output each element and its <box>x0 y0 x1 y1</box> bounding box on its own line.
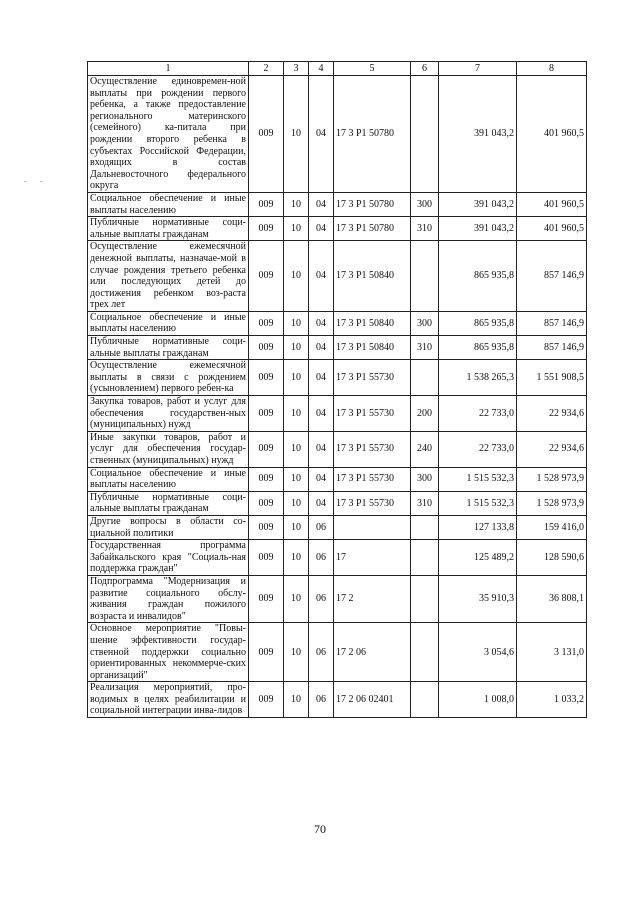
cell-subsection: 06 <box>309 515 334 539</box>
cell-amount-year2: 1 033,2 <box>517 682 587 718</box>
row-name: Публичные нормативные соци-альные выплаты гражданам <box>88 217 249 241</box>
cell-subsection: 04 <box>309 76 334 193</box>
cell-amount-year2: 1 528 973,9 <box>517 467 587 491</box>
cell-section: 10 <box>284 682 309 718</box>
row-name: Реализация мероприятий, про-водимых в целях реабилитации и социальной интеграции инва-лидов <box>88 682 249 718</box>
cell-amount-year1: 3 054,6 <box>439 623 517 682</box>
column-header: 2 <box>249 62 284 76</box>
cell-amount-year2: 3 131,0 <box>517 623 587 682</box>
cell-expense-type <box>411 515 439 539</box>
cell-ministry-code: 009 <box>249 192 284 216</box>
cell-amount-year1: 391 043,2 <box>439 76 517 193</box>
cell-target-article: 17 3 P1 55730 <box>334 467 411 491</box>
table-row <box>88 311 587 335</box>
table-row <box>88 431 587 467</box>
cell-section: 10 <box>284 396 309 432</box>
table-row <box>88 467 587 491</box>
cell-amount-year2: 857 146,9 <box>517 336 587 360</box>
cell-amount-year1: 1 515 532,3 <box>439 467 517 491</box>
cell-amount-year1: 22 733,0 <box>439 431 517 467</box>
row-name: Основное мероприятие "Повы-шение эффективности государ-ственной поддержки социально ориентированных некоммерче-ских организаций" <box>88 623 249 682</box>
cell-expense-type: 240 <box>411 431 439 467</box>
cell-subsection: 04 <box>309 217 334 241</box>
cell-ministry-code: 009 <box>249 515 284 539</box>
cell-ministry-code: 009 <box>249 76 284 193</box>
table-row <box>88 623 587 682</box>
cell-section: 10 <box>284 515 309 539</box>
cell-ministry-code: 009 <box>249 241 284 312</box>
cell-expense-type <box>411 623 439 682</box>
cell-amount-year1: 1 515 532,3 <box>439 491 517 515</box>
cell-amount-year1: 125 489,2 <box>439 540 517 576</box>
cell-expense-type <box>411 360 439 396</box>
cell-section: 10 <box>284 491 309 515</box>
cell-section: 10 <box>284 241 309 312</box>
cell-expense-type: 310 <box>411 491 439 515</box>
cell-expense-type: 200 <box>411 396 439 432</box>
cell-ministry-code: 009 <box>249 682 284 718</box>
table-row <box>88 360 587 396</box>
cell-subsection: 06 <box>309 575 334 622</box>
cell-ministry-code: 009 <box>249 491 284 515</box>
cell-amount-year1: 391 043,2 <box>439 192 517 216</box>
cell-amount-year2: 22 934,6 <box>517 396 587 432</box>
row-name: Иные закупки товаров, работ и услуг для обеспечения государ-ственных (муниципальных) нужд <box>88 431 249 467</box>
row-name: Публичные нормативные соци-альные выплаты гражданам <box>88 491 249 515</box>
cell-expense-type <box>411 575 439 622</box>
row-name: Закупка товаров, работ и услуг для обеспечения государствен-ных (муниципальных) нужд <box>88 396 249 432</box>
cell-amount-year2: 22 934,6 <box>517 431 587 467</box>
cell-section: 10 <box>284 192 309 216</box>
column-header: 3 <box>284 62 309 76</box>
table-row <box>88 515 587 539</box>
cell-target-article: 17 3 P1 55730 <box>334 396 411 432</box>
cell-target-article: 17 2 <box>334 575 411 622</box>
cell-target-article: 17 3 P1 50840 <box>334 336 411 360</box>
row-name: Другие вопросы в области со-циальной политики <box>88 515 249 539</box>
cell-amount-year2: 1 528 973,9 <box>517 491 587 515</box>
table-row <box>88 217 587 241</box>
cell-amount-year1: 865 935,8 <box>439 311 517 335</box>
cell-section: 10 <box>284 540 309 576</box>
scan-speck <box>24 181 26 182</box>
cell-amount-year2: 857 146,9 <box>517 311 587 335</box>
cell-target-article: 17 3 P1 55730 <box>334 431 411 467</box>
column-header: 7 <box>439 62 517 76</box>
table-row <box>88 575 587 622</box>
cell-subsection: 06 <box>309 682 334 718</box>
budget-table <box>87 61 587 718</box>
cell-target-article: 17 3 P1 50780 <box>334 217 411 241</box>
cell-subsection: 04 <box>309 431 334 467</box>
cell-amount-year2: 128 590,6 <box>517 540 587 576</box>
cell-amount-year2: 857 146,9 <box>517 241 587 312</box>
cell-amount-year1: 865 935,8 <box>439 241 517 312</box>
cell-section: 10 <box>284 467 309 491</box>
cell-amount-year1: 22 733,0 <box>439 396 517 432</box>
cell-expense-type <box>411 682 439 718</box>
cell-amount-year1: 865 935,8 <box>439 336 517 360</box>
cell-amount-year1: 391 043,2 <box>439 217 517 241</box>
cell-section: 10 <box>284 311 309 335</box>
cell-subsection: 04 <box>309 192 334 216</box>
cell-target-article: 17 3 P1 50780 <box>334 192 411 216</box>
cell-expense-type <box>411 540 439 576</box>
cell-ministry-code: 009 <box>249 575 284 622</box>
cell-ministry-code: 009 <box>249 336 284 360</box>
table-row <box>88 76 587 193</box>
row-name: Осуществление ежемесячной выплаты в связи с рождением (усыновлением) первого ребен-ка <box>88 360 249 396</box>
cell-ministry-code: 009 <box>249 360 284 396</box>
cell-subsection: 06 <box>309 623 334 682</box>
cell-target-article: 17 3 P1 55730 <box>334 491 411 515</box>
cell-expense-type: 310 <box>411 217 439 241</box>
cell-target-article: 17 2 06 02401 <box>334 682 411 718</box>
cell-section: 10 <box>284 623 309 682</box>
cell-amount-year2: 36 808,1 <box>517 575 587 622</box>
cell-subsection: 04 <box>309 241 334 312</box>
cell-target-article <box>334 515 411 539</box>
scan-speck <box>40 181 42 182</box>
cell-amount-year1: 1 538 265,3 <box>439 360 517 396</box>
cell-target-article: 17 3 P1 50840 <box>334 241 411 312</box>
cell-section: 10 <box>284 431 309 467</box>
cell-subsection: 04 <box>309 491 334 515</box>
cell-ministry-code: 009 <box>249 311 284 335</box>
cell-amount-year2: 159 416,0 <box>517 515 587 539</box>
row-name: Социальное обеспечение и иные выплаты населению <box>88 311 249 335</box>
row-name: Осуществление ежемесячной денежной выплаты, назначае-мой в случае рождения третьего ребенка или последующих детей до достижения ребенком воз-раста трех лет <box>88 241 249 312</box>
table-header-row <box>88 62 587 76</box>
cell-ministry-code: 009 <box>249 540 284 576</box>
cell-amount-year1: 127 133,8 <box>439 515 517 539</box>
cell-ministry-code: 009 <box>249 623 284 682</box>
cell-ministry-code: 009 <box>249 396 284 432</box>
cell-section: 10 <box>284 336 309 360</box>
table-row <box>88 540 587 576</box>
cell-ministry-code: 009 <box>249 431 284 467</box>
cell-target-article: 17 <box>334 540 411 576</box>
cell-subsection: 04 <box>309 396 334 432</box>
column-header: 5 <box>334 62 411 76</box>
row-name: Публичные нормативные соци-альные выплаты гражданам <box>88 336 249 360</box>
cell-target-article: 17 3 P1 50840 <box>334 311 411 335</box>
row-name: Государственная программа Забайкальского края "Социаль-ная поддержка граждан" <box>88 540 249 576</box>
column-header: 8 <box>517 62 587 76</box>
cell-section: 10 <box>284 76 309 193</box>
cell-ministry-code: 009 <box>249 467 284 491</box>
cell-amount-year2: 401 960,5 <box>517 76 587 193</box>
cell-amount-year1: 1 008,0 <box>439 682 517 718</box>
row-name: Социальное обеспечение и иные выплаты населению <box>88 467 249 491</box>
row-name: Социальное обеспечение и иные выплаты населению <box>88 192 249 216</box>
cell-target-article: 17 2 06 <box>334 623 411 682</box>
column-header: 1 <box>88 62 249 76</box>
column-header: 6 <box>411 62 439 76</box>
cell-expense-type <box>411 76 439 193</box>
cell-amount-year2: 1 551 908,5 <box>517 360 587 396</box>
row-name: Осуществление единовремен-ной выплаты при рождении первого ребенка, а также предоставление регионального материнского (семейного) ка-питала при рождении второго ребенка в субъектах Российской Федерации, входящих в состав Дальневосточного федерального округа <box>88 76 249 193</box>
cell-subsection: 04 <box>309 336 334 360</box>
table-row <box>88 241 587 312</box>
cell-amount-year2: 401 960,5 <box>517 192 587 216</box>
row-name: Подпрограмма "Модернизация и развитие социального обслу-живания граждан пожилого возраста и инвалидов" <box>88 575 249 622</box>
cell-subsection: 04 <box>309 360 334 396</box>
cell-section: 10 <box>284 217 309 241</box>
table-row <box>88 491 587 515</box>
cell-expense-type: 300 <box>411 467 439 491</box>
cell-expense-type <box>411 241 439 312</box>
cell-section: 10 <box>284 360 309 396</box>
cell-section: 10 <box>284 575 309 622</box>
table-row <box>88 682 587 718</box>
table-row <box>88 396 587 432</box>
cell-amount-year2: 401 960,5 <box>517 217 587 241</box>
page-number: 70 <box>314 822 326 836</box>
cell-expense-type: 300 <box>411 192 439 216</box>
cell-expense-type: 310 <box>411 336 439 360</box>
cell-ministry-code: 009 <box>249 217 284 241</box>
cell-target-article: 17 3 P1 55730 <box>334 360 411 396</box>
cell-subsection: 04 <box>309 467 334 491</box>
cell-amount-year1: 35 910,3 <box>439 575 517 622</box>
cell-subsection: 04 <box>309 311 334 335</box>
cell-subsection: 06 <box>309 540 334 576</box>
table-row <box>88 336 587 360</box>
cell-target-article: 17 3 P1 50780 <box>334 76 411 193</box>
table-row <box>88 192 587 216</box>
cell-expense-type: 300 <box>411 311 439 335</box>
column-header: 4 <box>309 62 334 76</box>
